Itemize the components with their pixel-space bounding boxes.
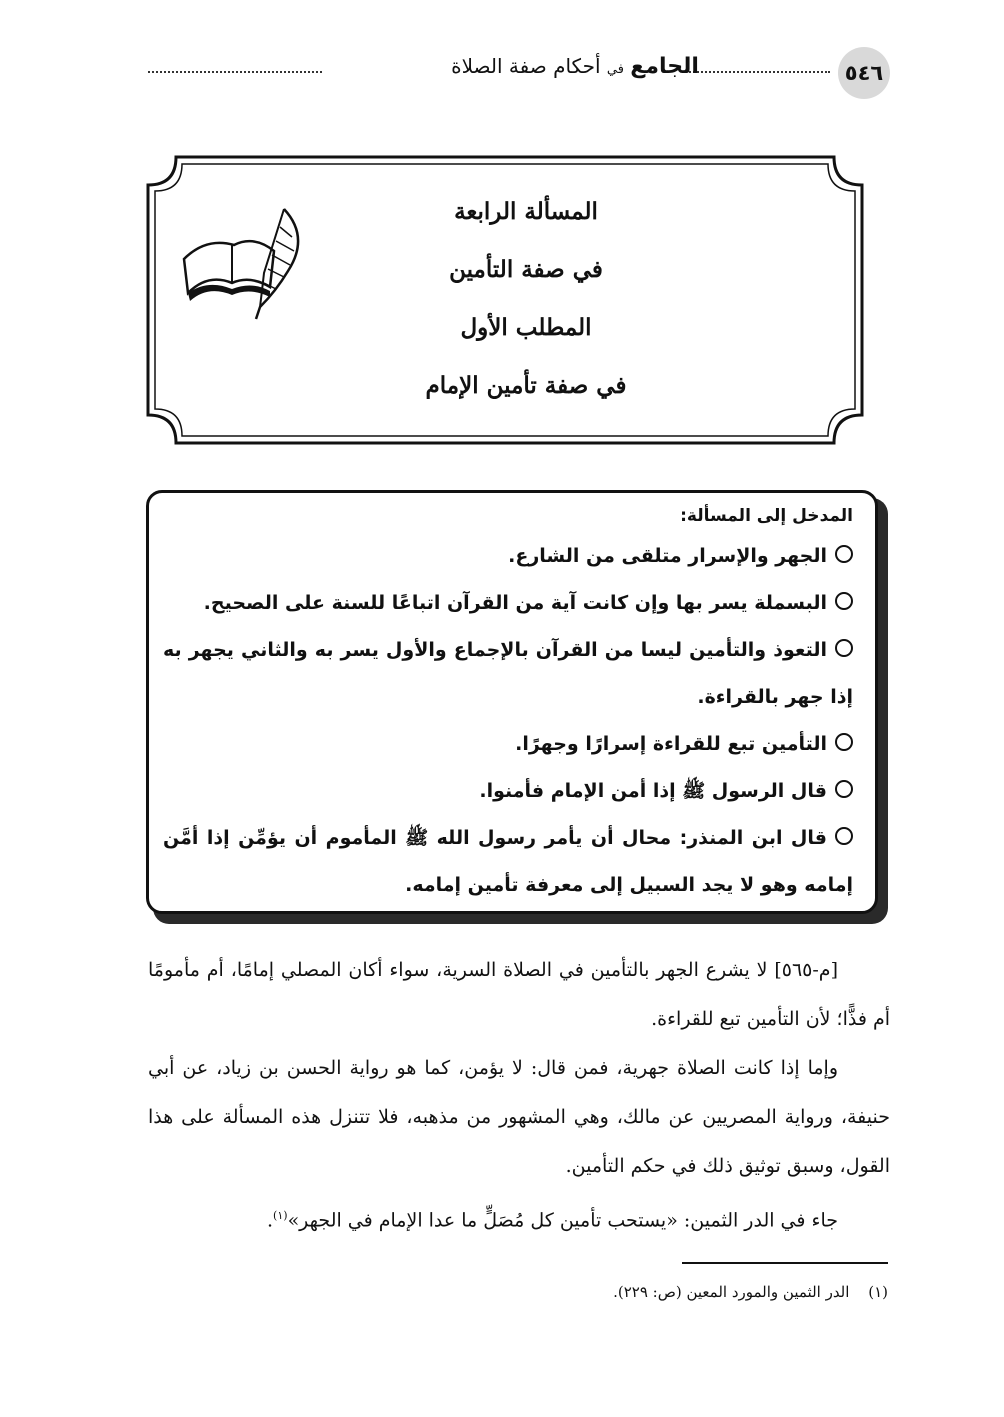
page-header: [148, 44, 890, 100]
section-title: المطلب الأول: [460, 314, 592, 341]
circle-bullet-icon: [835, 780, 853, 798]
quote-text: جاء في الدر الثمين: «يستحب تأمين كل مُصَلٍّ ما عدا الإمام في الجهر»: [287, 1209, 838, 1232]
issue-subtitle: في صفة التأمين: [449, 256, 603, 283]
body-paragraph-3: [148, 1191, 890, 1245]
summary-box: [146, 490, 878, 914]
footnote-number: (١): [868, 1283, 888, 1301]
footnote: [148, 1280, 888, 1304]
summary-item-text: التأمين تبع للقراءة إسرارًا وجهرًا.: [515, 733, 827, 755]
body-paragraph-1: [م-٥٦٥] لا يشرع الجهر بالتأمين في الصلاة السرية، سواء أكان المصلي إمامًا، أم مأمومًا أم فذًّا؛ لأن التأمين تبع للقراءة.: [148, 959, 890, 1030]
running-title-part1: الجامع: [630, 54, 699, 79]
body-text: [148, 946, 890, 1245]
circle-bullet-icon: [835, 592, 853, 610]
summary-list: [163, 533, 853, 909]
circle-bullet-icon: [835, 733, 853, 751]
running-title: [330, 54, 820, 79]
summary-item: [163, 815, 853, 909]
summary-item-text: التعوذ والتأمين ليسا من القرآن بالإجماع والأول يسر به والثاني يجهر به إذا جهر بالقراءة.: [163, 639, 853, 708]
circle-bullet-icon: [835, 639, 853, 657]
header-dotted-rule-left: [148, 71, 322, 73]
summary-item: [163, 533, 853, 580]
section-subtitle: في صفة تأمين الإمام: [425, 372, 627, 399]
summary-item-text: قال الرسول ﷺ إذا أمن الإمام فأمنوا.: [479, 780, 827, 802]
footnote-reference[interactable]: (١): [273, 1209, 288, 1222]
issue-title: المسألة الرابعة: [454, 198, 598, 225]
summary-item: [163, 768, 853, 815]
quote-end: .: [267, 1209, 274, 1232]
summary-heading: المدخل إلى المسألة:: [680, 506, 853, 526]
chapter-heading: [376, 183, 676, 415]
running-title-part2: في: [606, 62, 624, 77]
summary-item: [163, 721, 853, 768]
page-number: ٥٤٦: [838, 47, 890, 99]
footnote-separator: [682, 1262, 888, 1264]
summary-item-text: قال ابن المنذر: محال أن يأمر رسول الله ﷺ المأموم أن يؤمِّن إذا أمَّن إمامه وهو لا يجد السبيل إلى معرفة تأمين إمامه.: [163, 827, 853, 896]
summary-item-text: البسملة يسر بها وإن كانت آية من القرآن اتباعًا للسنة على الصحيح.: [203, 592, 827, 614]
summary-item-text: الجهر والإسرار متلقى من الشارع.: [508, 545, 827, 567]
book-and-quill-icon: [176, 207, 316, 322]
footnote-text: الدر الثمين والمورد المعين (ص: ٢٢٩).: [613, 1283, 850, 1301]
running-title-part3: أحكام صفة الصلاة: [451, 54, 601, 78]
summary-item: [163, 627, 853, 721]
circle-bullet-icon: [835, 545, 853, 563]
body-paragraph-2: وإما إذا كانت الصلاة جهرية، فمن قال: لا يؤمن، كما هو رواية الحسن بن زياد، عن أبي حنيفة، ورواية المصريين عن مالك، وهي المشهور من مذهبه، فلا تتنزل هذه المسألة على هذا القول، وسبق توثيق ذلك في حكم التأمين.: [148, 1057, 890, 1177]
circle-bullet-icon: [835, 827, 853, 845]
summary-item: [163, 580, 853, 627]
title-frame: [146, 155, 864, 445]
